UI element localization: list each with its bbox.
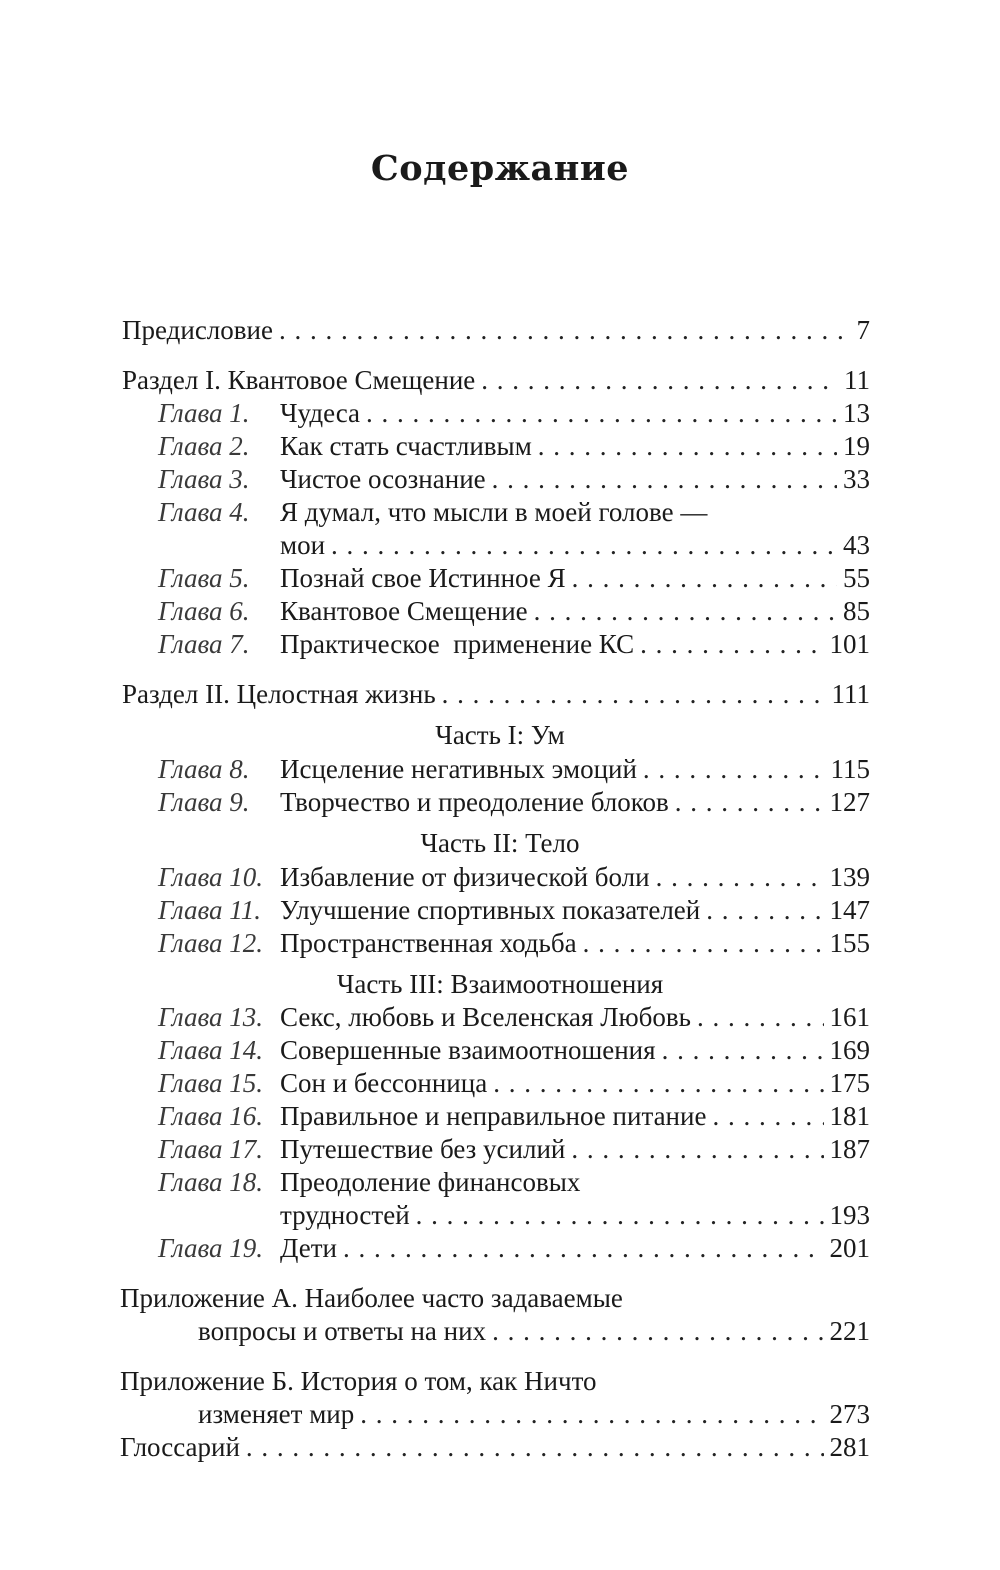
toc-entry-text: Преодоление финансовых: [280, 1167, 581, 1197]
dot-leader: [416, 1199, 824, 1232]
chapter-label: Глава 12.: [158, 928, 264, 958]
toc-entry-text-continued: изменяет мир: [198, 1399, 355, 1429]
toc-page-number: 201: [829, 1233, 870, 1263]
toc-page-number: 273: [829, 1399, 870, 1429]
dot-leader: [643, 753, 825, 786]
part-heading: Часть II: Тело: [420, 828, 580, 858]
toc-entry-text: Сон и бессонница: [280, 1068, 488, 1098]
toc-entry-chapter: [158, 562, 870, 595]
toc-entry-text: Исцеление негативных эмоций: [280, 754, 637, 784]
dot-leader: [571, 1133, 823, 1166]
toc-page-number: 13: [843, 398, 870, 428]
part-heading: Часть I: Ум: [435, 720, 565, 750]
toc-entry-text: Чистое осознание: [280, 464, 486, 494]
toc-entry-chapter: [158, 397, 870, 430]
toc-page-number: 281: [829, 1432, 870, 1462]
toc-entry-text: Правильное и неправильное питание: [280, 1101, 707, 1131]
dot-leader: [492, 1315, 823, 1348]
dot-leader: [538, 430, 837, 463]
toc-entry-chapter: [158, 753, 870, 786]
toc-entry-chapter: [158, 1232, 870, 1265]
dot-leader: [534, 595, 837, 628]
toc-page-number: 155: [829, 928, 870, 958]
chapter-label: Глава 17.: [158, 1134, 264, 1164]
toc-entry-text: Творчество и преодоление блоков: [280, 787, 669, 817]
chapter-label: Глава 3.: [158, 464, 250, 494]
toc-entry-preface: [122, 314, 870, 347]
dot-leader: [675, 786, 824, 819]
toc-page-number: 193: [829, 1200, 870, 1230]
toc-page-number: 55: [843, 563, 870, 593]
toc-entry-chapter: [158, 1166, 870, 1199]
chapter-label: Глава 8.: [158, 754, 250, 784]
dot-leader: [331, 529, 837, 562]
dot-leader: [697, 1001, 824, 1034]
toc-entry-text: Практическое применение КС: [280, 629, 635, 659]
toc-entry-text: Улучшение спортивных показателей: [280, 895, 701, 925]
dot-leader: [246, 1431, 824, 1464]
dot-leader: [360, 1398, 823, 1431]
chapter-label: Глава 15.: [158, 1068, 264, 1098]
toc-entry-chapter: [158, 894, 870, 927]
chapter-label: Глава 19.: [158, 1233, 264, 1263]
toc-entry-chapter: [158, 496, 870, 529]
dot-leader: [481, 364, 838, 397]
chapter-label: Глава 14.: [158, 1035, 264, 1065]
dot-leader: [706, 894, 823, 927]
toc-page-number: 101: [829, 629, 870, 659]
dot-leader: [662, 1034, 824, 1067]
toc-entry-text: Предисловие: [122, 315, 273, 345]
dot-leader: [712, 1100, 823, 1133]
chapter-label: Глава 11.: [158, 895, 262, 925]
toc-page-number: 111: [831, 679, 870, 709]
chapter-label: Глава 9.: [158, 787, 250, 817]
dot-leader: [493, 1067, 823, 1100]
toc-entry-text: Как стать счастливым: [280, 431, 532, 461]
toc-entry-text: Путешествие без усилий: [280, 1134, 566, 1164]
toc-page-number: 175: [829, 1068, 870, 1098]
toc-page-number: 85: [843, 596, 870, 626]
toc-entry-continuation: [198, 1398, 870, 1431]
chapter-label: Глава 1.: [158, 398, 250, 428]
toc-entry-text: Раздел I. Квантовое Смещение: [122, 365, 476, 395]
chapter-label: Глава 18.: [158, 1167, 264, 1197]
toc-entry-text: Глоссарий: [120, 1432, 240, 1462]
toc-entry-chapter: [158, 927, 870, 960]
toc-page-number: 181: [829, 1101, 870, 1131]
dot-leader: [583, 927, 824, 960]
toc-entry-text-continued: трудностей: [280, 1200, 410, 1230]
toc-page-number: 221: [829, 1316, 870, 1346]
toc-page-number: 19: [843, 431, 870, 461]
chapter-label: Глава 13.: [158, 1002, 264, 1032]
toc-entry-chapter: [158, 628, 870, 661]
toc-entry-glossary: [120, 1431, 870, 1464]
toc-entry-text: Приложение Б. История о том, как Ничто: [120, 1366, 597, 1396]
dot-leader: [442, 678, 826, 711]
toc-entry-chapter: [158, 595, 870, 628]
toc-entry-text: Избавление от физической боли: [280, 862, 650, 892]
toc-entry-chapter: [158, 861, 870, 894]
toc-entry-text: Совершенные взаимоотношения: [280, 1035, 656, 1065]
toc-page-number: 43: [843, 530, 870, 560]
toc-entry-chapter: [158, 1067, 870, 1100]
toc-page-number: 7: [856, 315, 870, 345]
dot-leader: [656, 861, 824, 894]
toc-entry-section-1: [122, 364, 870, 397]
dot-leader: [492, 463, 837, 496]
dot-leader: [279, 314, 851, 347]
toc-entry-chapter: [158, 1034, 870, 1067]
toc-entry-text: Познай свое Истинное Я: [280, 563, 566, 593]
chapter-label: Глава 5.: [158, 563, 250, 593]
dot-leader: [343, 1232, 824, 1265]
toc-entry-text: Я думал, что мысли в моей голове —: [280, 497, 708, 527]
toc-page-number: 115: [830, 754, 870, 784]
toc-page-number: 11: [844, 365, 870, 395]
toc-page-number: 169: [829, 1035, 870, 1065]
toc-entry-text: Квантовое Смещение: [280, 596, 528, 626]
toc-page-number: 127: [829, 787, 870, 817]
toc-entry-continuation: [158, 1199, 870, 1232]
toc-entry-text: Раздел II. Целостная жизнь: [122, 679, 436, 709]
part-heading: Часть III: Взаимоотношения: [336, 969, 664, 999]
chapter-label: Глава 6.: [158, 596, 250, 626]
toc-entry-text-continued: вопросы и ответы на них: [198, 1316, 487, 1346]
chapter-label: Глава 7.: [158, 629, 250, 659]
toc-entry-chapter: [158, 1100, 870, 1133]
page-title: Содержание: [370, 148, 630, 189]
toc-entry-chapter: [158, 1001, 870, 1034]
toc-page-number: 187: [829, 1134, 870, 1164]
chapter-label: Глава 4.: [158, 497, 250, 527]
toc-entry-chapter: [158, 786, 870, 819]
toc-entry-chapter: [158, 463, 870, 496]
toc-entry-appendix-b: [120, 1365, 870, 1398]
chapter-label: Глава 16.: [158, 1101, 264, 1131]
toc-entry-chapter: [158, 1133, 870, 1166]
toc-entry-appendix-a: [120, 1282, 870, 1315]
toc-page-number: 161: [829, 1002, 870, 1032]
toc-entry-text: Дети: [280, 1233, 337, 1263]
toc-page-number: 33: [843, 464, 870, 494]
toc-entry-text: Чудеса: [280, 398, 361, 428]
toc-entry-text: Приложение А. Наиболее часто задаваемые: [120, 1283, 623, 1313]
toc-entry-continuation: [158, 529, 870, 562]
chapter-label: Глава 10.: [158, 862, 264, 892]
toc-entry-continuation: [198, 1315, 870, 1348]
toc-entry-section-2: [122, 678, 870, 711]
toc-entry-text-continued: мои: [280, 530, 326, 560]
toc-entry-text: Пространственная ходьба: [280, 928, 577, 958]
toc-entry-text: Секс, любовь и Вселенская Любовь: [280, 1002, 691, 1032]
toc-page-number: 147: [829, 895, 870, 925]
chapter-label: Глава 2.: [158, 431, 250, 461]
dot-leader: [640, 628, 823, 661]
dot-leader: [366, 397, 837, 430]
toc-page-number: 139: [829, 862, 870, 892]
dot-leader: [572, 562, 837, 595]
toc-entry-chapter: [158, 430, 870, 463]
